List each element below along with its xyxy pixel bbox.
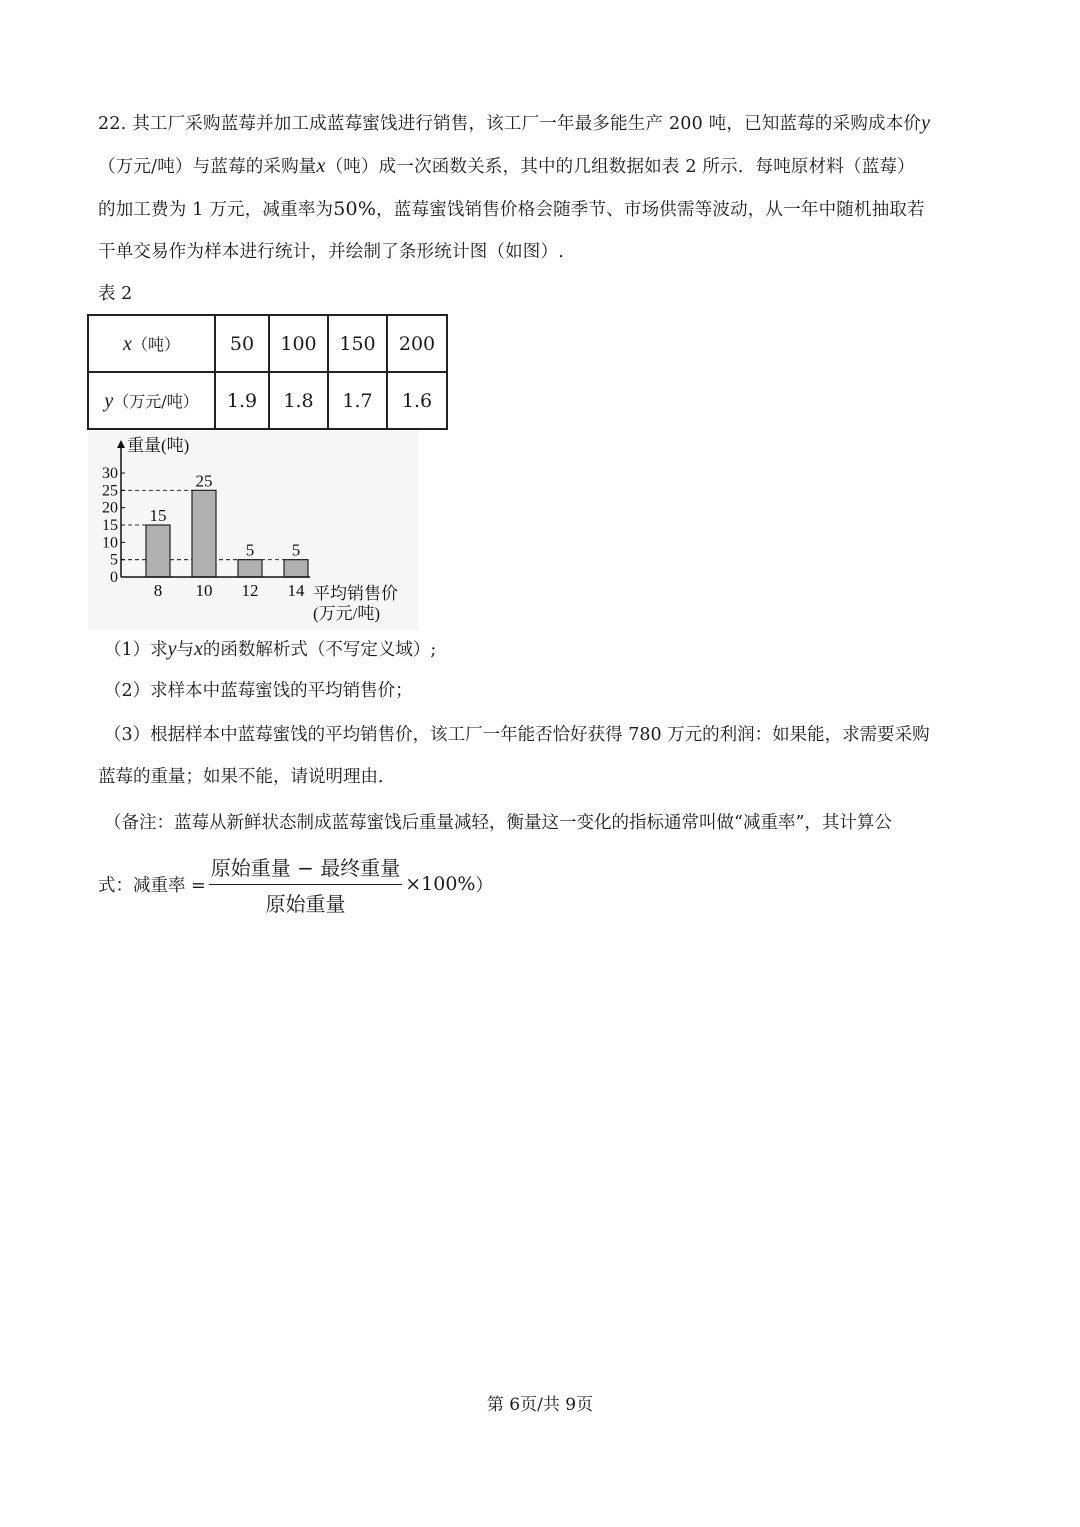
subquestion-1 bbox=[104, 628, 988, 671]
bar-chart bbox=[88, 430, 418, 630]
note-line-1: （备注：蓝莓从新鲜状态制成蓝莓蜜饯后重量减轻，衡量这一变化的指标通常叫做“减重率”，其计算公 bbox=[104, 813, 892, 833]
bar-value-label: 5 bbox=[245, 540, 255, 560]
var-x: x bbox=[316, 155, 326, 177]
sub1-var-y: y bbox=[167, 638, 177, 660]
x-tick-label: 8 bbox=[153, 581, 163, 600]
question-line-3a: 的加工费为 1 万元，减重率为 bbox=[98, 200, 334, 220]
table-cell: 150 bbox=[328, 315, 387, 372]
x-tick-label: 10 bbox=[195, 581, 213, 600]
table-caption: 表 2 bbox=[98, 284, 133, 304]
question-line-4: 干单交易作为样本进行统计，并绘制了条形统计图（如图）. bbox=[98, 242, 564, 262]
table-var-y: y bbox=[104, 389, 114, 412]
table-unit-x: （吨） bbox=[131, 334, 180, 354]
formula-numerator: 原始重量 − 最终重量 bbox=[209, 852, 402, 885]
x-tick-label: 12 bbox=[241, 581, 259, 600]
bar-value-label: 25 bbox=[195, 471, 213, 491]
question-line-2 bbox=[98, 145, 988, 188]
question-line-1-text: 其工厂采购蓝莓并加工成蓝莓蜜饯进行销售，该工厂一年最多能生产 200 吨，已知蓝莓的采购成本价 bbox=[132, 114, 922, 134]
bar bbox=[238, 560, 262, 577]
question-number: 22. bbox=[98, 114, 127, 134]
subquestion-3 bbox=[98, 714, 988, 798]
sub3-line-1: （3）根据样本中蓝莓蜜饯的平均销售价，该工厂一年能否恰好获得 780 万元的利润：如果能，求需要采购 bbox=[104, 725, 930, 745]
table-header-y bbox=[88, 372, 215, 429]
table-cell: 50 bbox=[215, 315, 269, 372]
y-tick-label: 5 bbox=[110, 551, 118, 569]
y-axis-label: 重量(吨) bbox=[127, 436, 190, 455]
table-unit-y: （万元/吨） bbox=[113, 391, 199, 411]
table-cell: 1.9 bbox=[215, 372, 269, 429]
formula-fraction bbox=[209, 852, 402, 917]
question-line-1 bbox=[98, 102, 988, 145]
formula-suffix: ×100% bbox=[405, 873, 476, 895]
table-var-x: x bbox=[123, 332, 132, 355]
table-cell: 1.8 bbox=[269, 372, 328, 429]
table-cell: 1.6 bbox=[387, 372, 447, 429]
question-line-3 bbox=[98, 188, 988, 231]
sub3-line-2: 蓝莓的重量；如果不能，请说明理由． bbox=[98, 767, 396, 787]
y-tick-label: 25 bbox=[102, 482, 118, 500]
reduction-rate: 50% bbox=[333, 198, 377, 220]
table-row-x bbox=[88, 315, 447, 372]
x-axis-label-line-2: (万元/吨) bbox=[313, 604, 381, 623]
y-tick-label: 10 bbox=[102, 534, 118, 552]
bar bbox=[192, 490, 216, 577]
sub1-text-c: 的函数解析式（不写定义域）; bbox=[202, 640, 437, 660]
sub1-var-x: x bbox=[194, 638, 203, 660]
x-tick-label: 14 bbox=[287, 581, 305, 600]
bar bbox=[146, 525, 170, 577]
data-table bbox=[87, 314, 448, 430]
formula-prefix: 式：减重率 = bbox=[98, 875, 206, 896]
question-line-3b: ，蓝莓蜜饯销售价格会随季节、市场供需等波动，从一年中随机抽取若 bbox=[376, 200, 925, 220]
x-axis-label-line-1: 平均销售价 bbox=[313, 584, 398, 603]
question-line-2b: （吨）成一次函数关系，其中的几组数据如表 2 所示．每吨原材料（蓝莓） bbox=[325, 157, 915, 177]
formula-closing: ） bbox=[475, 875, 493, 896]
subquestion-2: （2）求样本中蓝莓蜜饯的平均销售价； bbox=[104, 681, 413, 701]
bar-value-label: 5 bbox=[291, 540, 301, 560]
table-header-x bbox=[88, 315, 215, 372]
var-y: y bbox=[921, 112, 931, 134]
reduction-rate-formula bbox=[98, 852, 493, 916]
sub1-text-b: 与 bbox=[176, 640, 195, 660]
formula-denominator: 原始重量 bbox=[265, 891, 346, 916]
question-line-2a: （万元/吨）与蓝莓的采购量 bbox=[98, 157, 317, 177]
y-tick-label: 0 bbox=[110, 569, 118, 586]
table-cell: 1.7 bbox=[328, 372, 387, 429]
table-cell: 200 bbox=[387, 315, 447, 372]
table-row-y bbox=[88, 372, 447, 429]
question-22-text bbox=[98, 102, 988, 273]
table-cell: 100 bbox=[269, 315, 328, 372]
page-footer: 第 6页/共 9页 bbox=[486, 1395, 594, 1415]
bar-value-label: 15 bbox=[149, 506, 167, 525]
y-tick-label: 20 bbox=[102, 499, 118, 517]
y-tick-label: 15 bbox=[102, 517, 118, 534]
y-tick-label: 30 bbox=[102, 465, 118, 482]
bar bbox=[284, 560, 308, 577]
sub1-text-a: （1）求 bbox=[104, 640, 168, 660]
